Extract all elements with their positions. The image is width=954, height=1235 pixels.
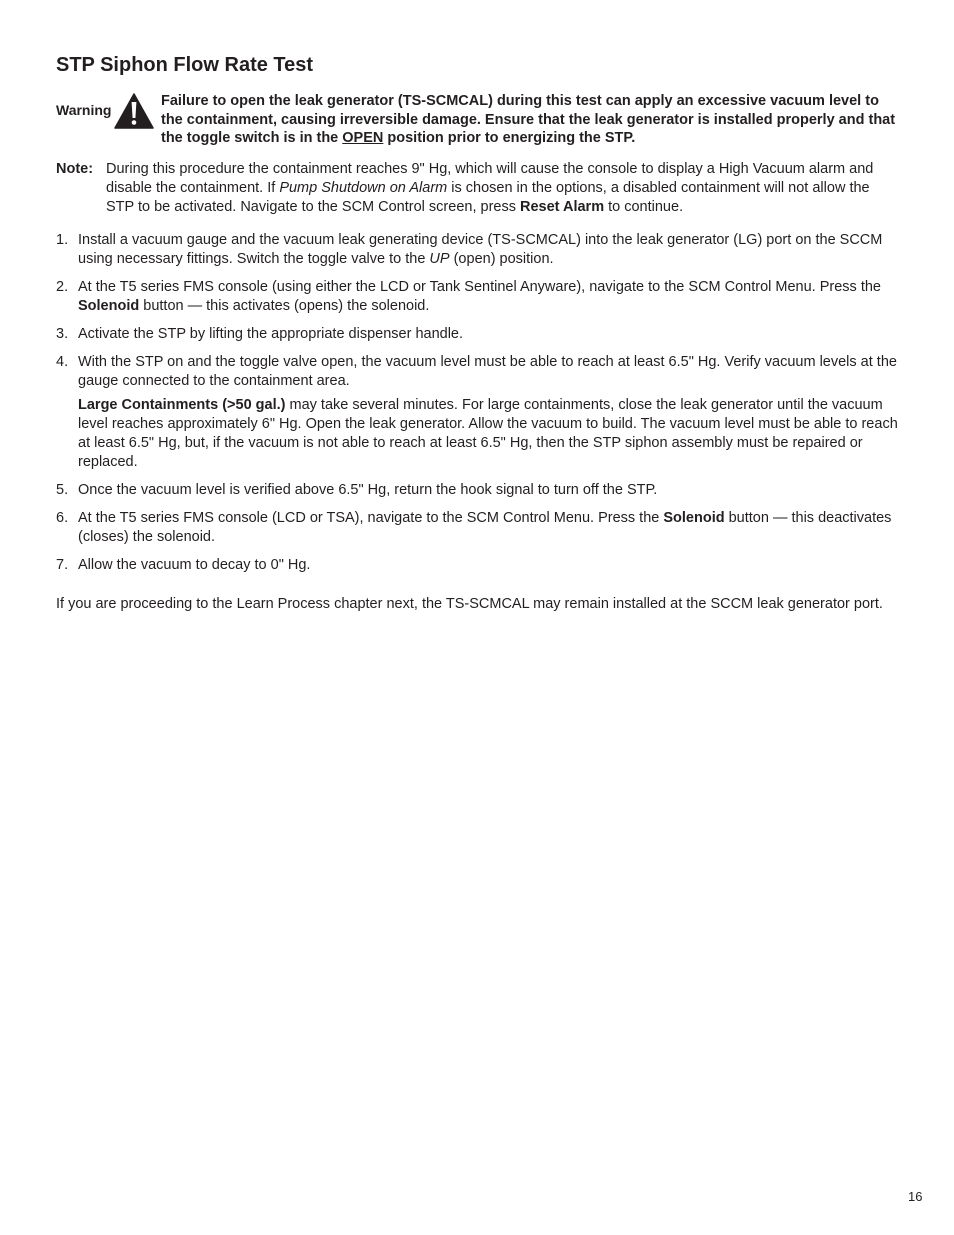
list-item [56, 353, 898, 472]
large-containments-note [78, 396, 898, 472]
step-bold: Large Containments (>50 gal.) [78, 396, 286, 413]
step-number: 5. [56, 481, 69, 498]
warning-triangle-icon [114, 93, 154, 129]
note-text [106, 160, 898, 217]
list-item [56, 556, 898, 575]
step-bold: Solenoid [663, 509, 725, 526]
step-number: 4. [56, 353, 69, 370]
step-text: button — this activates (opens) the solenoid. [139, 297, 430, 314]
step-text: may take several minutes. For large containments, close the leak generator until the vacuum level reaches approximately 6" Hg. Open the leak generator. Allow the vacuum to build. The vacuum level must be able to reach at least 6.5" Hg, but, if the vacuum is not able to reach at least 6.5" Hg, then the STP siphon assembly must be repaired or replaced. [78, 396, 898, 470]
note-text-part: During this procedure the containment reaches 9" Hg, which will cause the console to display a High Vacuum alarm and disable the containment. If [106, 160, 874, 196]
warning-block [56, 92, 898, 148]
step-number: 2. [56, 278, 69, 295]
page-title: STP Siphon Flow Rate Test [56, 54, 314, 76]
list-item [56, 481, 898, 500]
closing-paragraph: If you are proceeding to the Learn Process chapter next, the TS-SCMCAL may remain installed at the SCCM leak generator port. [56, 595, 883, 612]
warning-text-part: position prior to energizing the STP. [383, 130, 636, 146]
procedure-steps [56, 231, 898, 575]
warning-label: Warning [56, 102, 112, 118]
page-number: 16 [908, 1189, 923, 1204]
step-text: At the T5 series FMS console (LCD or TSA), navigate to the SCM Control Menu. Press the [78, 509, 664, 526]
document-page [56, 52, 898, 628]
note-text-part: to continue. [604, 198, 684, 215]
list-item [56, 325, 898, 344]
step-text: Activate the STP by lifting the appropriate dispenser handle. [78, 325, 464, 342]
step-bold: Solenoid [78, 297, 140, 314]
list-item [56, 278, 898, 316]
list-item [56, 231, 898, 269]
step-text: With the STP on and the toggle valve open, the vacuum level must be able to reach at least 6.5" Hg. Verify vacuum levels at the gauge connected to the containment area. [78, 353, 897, 389]
step-text: Allow the vacuum to decay to 0" Hg. [78, 556, 311, 573]
step-text: At the T5 series FMS console (using either the LCD or Tank Sentinel Anyware), navigate to the SCM Control Menu. Press the [78, 278, 881, 295]
note-text-part: is chosen in the options, a disabled containment will not allow the STP to be activated. Navigate to the SCM Control screen, press [106, 179, 870, 215]
note-label: Note: [56, 160, 94, 177]
step-text: (open) position. [449, 250, 554, 267]
warning-text [161, 92, 898, 148]
step-text: Install a vacuum gauge and the vacuum leak generating device (TS-SCMCAL) into the leak generator (LG) port on the SCCM using necessary fittings. Switch the toggle valve to the [78, 231, 883, 267]
step-italic: UP [429, 250, 450, 267]
warning-text-part: Failure to open the leak generator (TS-SCMCAL) during this test can apply an excessive vacuum level to the containment, causing irreversible damage. Ensure that the leak generator is installed properly and that the toggle switch is in the [161, 93, 896, 146]
note-block [56, 160, 898, 217]
step-number: 6. [56, 509, 69, 526]
warning-open-emphasis: OPEN [342, 130, 384, 146]
note-italic: Pump Shutdown on Alarm [279, 179, 448, 196]
step-text: Once the vacuum level is verified above 6.5" Hg, return the hook signal to turn off the STP. [78, 481, 658, 498]
note-bold: Reset Alarm [520, 198, 605, 215]
step-number: 1. [56, 231, 69, 248]
list-item [56, 509, 898, 547]
step-text: button — this deactivates (closes) the solenoid. [78, 509, 892, 545]
step-number: 3. [56, 325, 69, 342]
step-number: 7. [56, 556, 69, 573]
